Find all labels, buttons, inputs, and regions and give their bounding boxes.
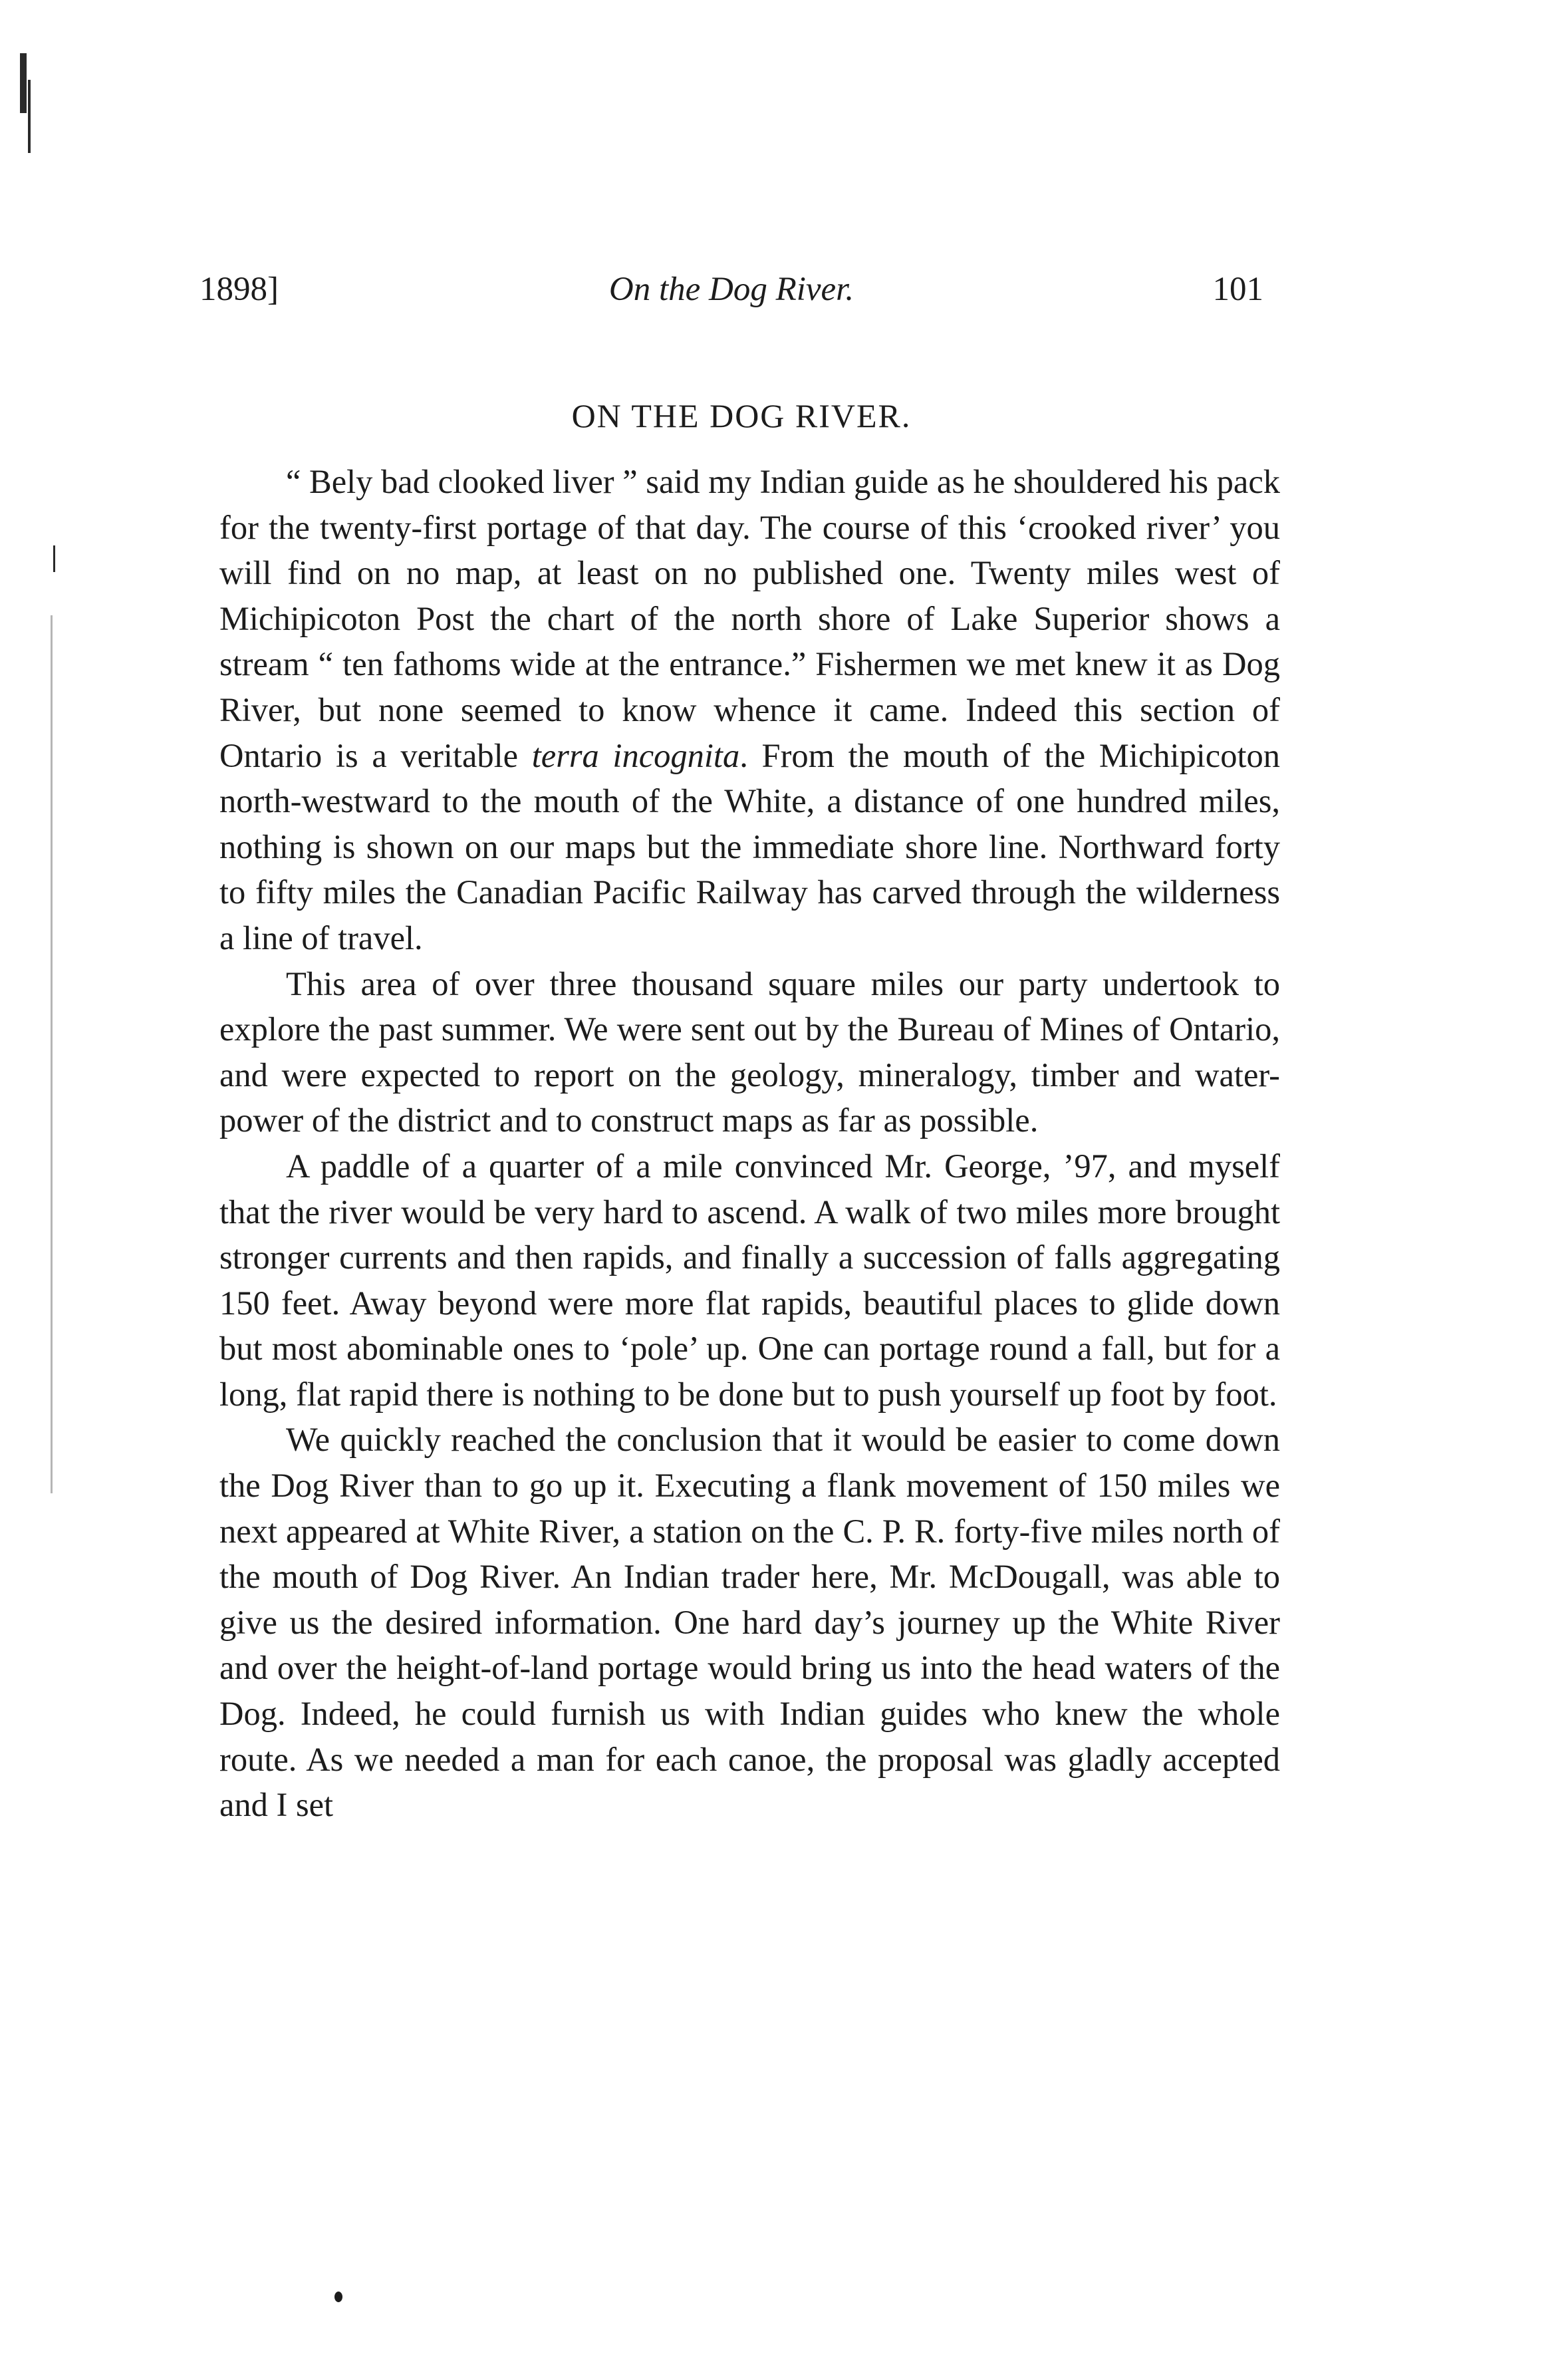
paragraph-4: We quickly reached the conclusion that it would be easier to come down the Dog River than to go up it. Executing a flank movement of 150 miles we next appeared at White River, a station on the C. P. R. forty-five miles north of the mouth of Dog River. An Indian trader here, Mr. McDougall, was able to give us the desired information. One hard day’s journey up the White River and over the height-of-land portage would bring us into the head waters of the Dog. Indeed, he could furnish us with Indian guides who knew the whole route. As we needed a man for each canoe, the proposal was gladly accepted and I set — [219, 1421, 1280, 1824]
article-body — [219, 459, 1280, 1828]
page-number: 101 — [1212, 271, 1263, 308]
ink-dot — [334, 2292, 342, 2302]
header-year: 1898] — [199, 271, 279, 308]
header-running-title: On the Dog River. — [608, 271, 854, 308]
paragraph-1 — [219, 459, 1280, 961]
binding-edge-mark — [28, 80, 31, 153]
paragraph-1-text-a: “ Bely bad clooked liver ” said my Indian guide as he shouldered his pack for the twenty-first portage of that day. The course of this ‘crooked river’ you will find on no map, at least on no published one. Twenty miles west of Michipicoton Post the chart of the north shore of Lake Superior shows a stream “ ten fathoms wide at the entrance.” Fishermen we met knew it as Dog River, but none seemed to know whence it came. Indeed this section of Ontario is a veritable — [219, 463, 1280, 774]
paragraph-3: A paddle of a quarter of a mile convinced Mr. George, ’97, and myself that the river would be very hard to ascend. A walk of two miles more brought stronger currents and then rapids, and finally a succession of falls aggregating 150 feet. Away beyond were more flat rapids, beautiful places to glide down but most abominable ones to ‘pole’ up. One can portage round a fall, but for a long, flat rapid there is nothing to be done but to push yourself up foot by foot. — [219, 1147, 1280, 1413]
paragraph-1-text-b: . From the mouth of the Michipicoton north-westward to the mouth of the White, a distance of one hundred miles, nothing is shown on our maps but the immediate shore line. Northward forty to fifty miles the Canadian Pacific Railway has carved through the wilderness a line of travel. — [219, 736, 1280, 957]
binding-edge-mark — [51, 615, 53, 1493]
paragraph-2: This area of over three thousand square miles our party undertook to explore the past summer. We were sent out by the Bureau of Mines of Ontario, and were expected to report on the geology, mineralogy, timber and water-power of the district and to construct maps as far as possible. — [219, 965, 1280, 1139]
binding-edge-mark — [53, 545, 55, 572]
italic-phrase: terra incognita — [531, 736, 740, 774]
running-header — [199, 263, 1263, 316]
article-title: ON THE DOG RIVER. — [571, 397, 912, 434]
binding-edge-mark — [20, 53, 27, 113]
